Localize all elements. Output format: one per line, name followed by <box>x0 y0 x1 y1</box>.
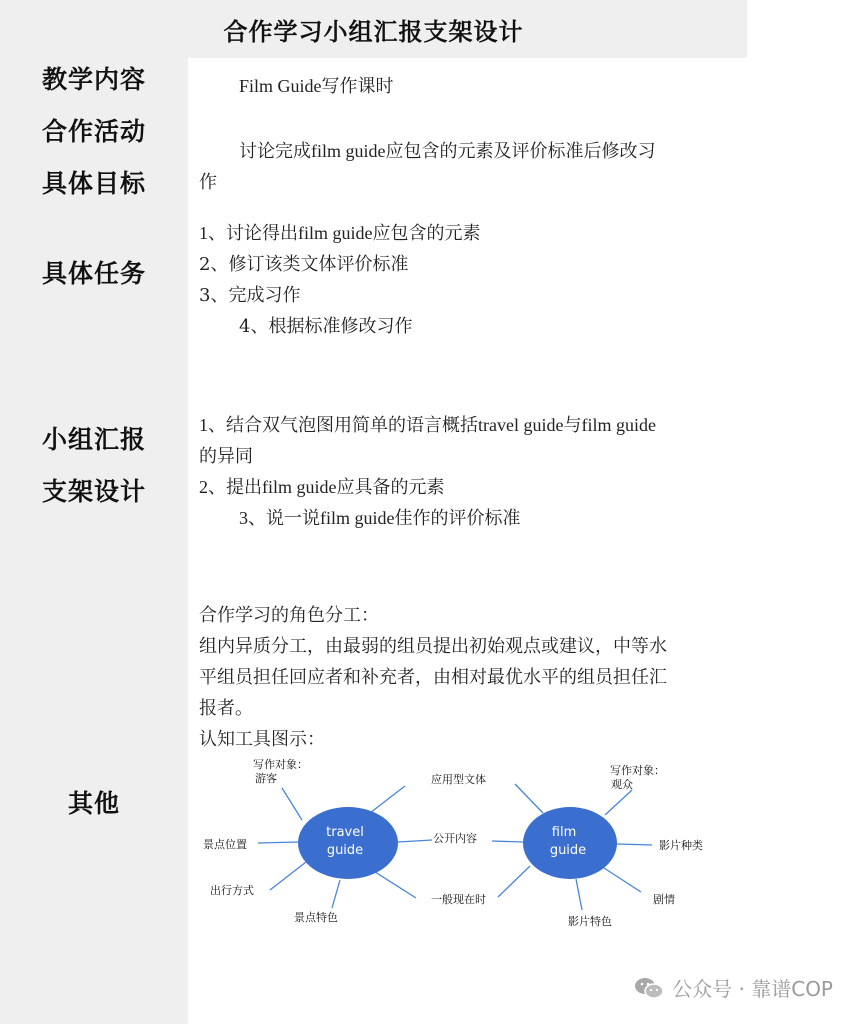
watermark <box>634 973 833 1002</box>
report-line-2: 的异同 <box>199 446 253 467</box>
page-title: 合作学习小组汇报支架设计 <box>0 0 747 58</box>
watermark-text: 公众号 · 靠谱COP <box>672 977 833 1001</box>
label-group-report: 小组汇报 <box>41 425 146 454</box>
teaching-content-text: Film Guide写作课时 <box>239 76 394 96</box>
label-specific-tasks: 具体任务 <box>41 259 146 288</box>
goal-text-line2: 作 <box>199 172 217 193</box>
film-plot-label: 剧情 <box>653 893 675 906</box>
film-guide-label-2: guide <box>549 843 587 858</box>
travel-features-label: 景点特色 <box>294 911 338 924</box>
goal-text-line1: 讨论完成film guide应包含的元素及评价标准后修改习 <box>239 141 656 161</box>
report-line-1: 1、结合双气泡图用简单的语言概括travel guide与film guide <box>199 415 656 435</box>
travel-audience-label-2: 游客 <box>255 772 277 785</box>
label-specific-goal: 具体目标 <box>41 169 146 198</box>
travel-guide-label-1: travel <box>326 825 364 840</box>
label-scaffold-design: 支架设计 <box>41 477 146 506</box>
task-item-1: 1、讨论得出film guide应包含的元素 <box>199 223 481 243</box>
report-line-4: 3、说一说film guide佳作的评价标准 <box>239 508 521 528</box>
shared-genre-label: 应用型文体 <box>431 773 486 786</box>
shared-tense-label: 一般现在时 <box>431 893 486 906</box>
task-item-2: 2、修订该类文体评价标准 <box>199 254 409 275</box>
other-line-1: 合作学习的角色分工： <box>199 605 379 626</box>
travel-transport-label: 出行方式 <box>210 884 254 897</box>
film-features-label: 影片特色 <box>568 915 612 928</box>
task-item-4: 4、根据标准修改习作 <box>239 316 413 337</box>
film-audience-label-2: 观众 <box>611 778 633 791</box>
other-line-3: 平组员担任回应者和补充者，由相对最优水平的组员担任汇 <box>199 667 667 688</box>
label-cooperative-activity: 合作活动 <box>41 117 146 146</box>
film-guide-label-1: film <box>551 825 577 840</box>
label-teaching-content: 教学内容 <box>41 65 146 94</box>
film-audience-label-1: 写作对象： <box>610 764 665 777</box>
wechat-icon <box>634 976 664 1000</box>
other-line-5: 认知工具图示： <box>199 729 325 750</box>
report-line-3: 2、提出film guide应具备的元素 <box>199 477 445 497</box>
label-other: 其他 <box>67 789 120 818</box>
film-type-label: 影片种类 <box>659 839 703 852</box>
travel-audience-label-1: 写作对象： <box>253 758 308 771</box>
shared-public-label: 公开内容 <box>433 832 477 845</box>
double-bubble-map <box>196 752 736 937</box>
travel-guide-label-2: guide <box>326 843 364 858</box>
other-line-4: 报者。 <box>199 698 253 719</box>
task-item-3: 3、完成习作 <box>199 285 301 306</box>
travel-location-label: 景点位置 <box>203 838 247 851</box>
other-line-2: 组内异质分工，由最弱的组员提出初始观点或建议，中等水 <box>199 636 667 657</box>
